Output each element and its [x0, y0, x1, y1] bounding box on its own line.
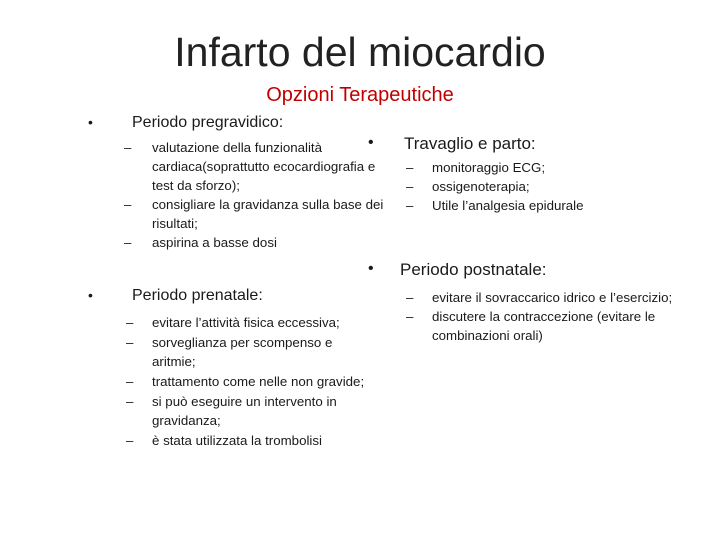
list-item	[406, 288, 700, 307]
bullet-icon: •	[368, 260, 374, 277]
dash-icon: –	[126, 433, 134, 448]
list-item-text: trattamento come nelle non gravide;	[152, 374, 365, 389]
list-item-text: discutere la contraccezione (evitare le combinazioni orali)	[432, 309, 656, 343]
dash-icon: –	[126, 374, 134, 389]
section-heading-travaglio: Travaglio e parto:	[404, 134, 536, 153]
section-pregravidico	[88, 112, 393, 252]
dash-icon: –	[406, 198, 414, 213]
dash-icon: –	[124, 197, 132, 212]
list-item	[124, 233, 393, 252]
section-prenatale	[88, 285, 378, 451]
list-postnatale	[406, 288, 700, 345]
dash-icon: –	[406, 290, 414, 305]
list-item	[126, 431, 378, 450]
section-postnatale	[368, 258, 700, 345]
list-item	[124, 195, 393, 233]
list-item	[406, 177, 700, 196]
list-item	[406, 158, 700, 177]
slide-subtitle: Opzioni Terapeutiche	[266, 84, 454, 106]
dash-icon: –	[126, 315, 134, 330]
section-heading-prenatale: Periodo prenatale:	[132, 287, 263, 304]
list-item	[126, 392, 378, 430]
dash-icon: –	[126, 335, 134, 350]
list-item	[124, 138, 393, 195]
dash-icon: –	[406, 309, 414, 324]
list-prenatale	[126, 313, 378, 450]
list-item-text: evitare l’attività fisica eccessiva;	[152, 315, 340, 330]
list-item	[406, 196, 700, 215]
list-item-text: consigliare la gravidanza sulla base dei risultati;	[152, 197, 384, 231]
dash-icon: –	[406, 160, 414, 175]
list-item	[406, 307, 700, 345]
list-item-text: si può eseguire un intervento in gravidanza;	[152, 394, 337, 428]
bullet-icon: •	[88, 287, 93, 303]
list-item-text: aspirina a basse dosi	[152, 235, 277, 250]
list-item	[126, 372, 378, 391]
dash-icon: –	[124, 235, 132, 250]
list-pregravidico	[124, 138, 393, 252]
list-item-text: è stata utilizzata la trombolisi	[152, 433, 322, 448]
dash-icon: –	[126, 394, 134, 409]
list-item	[126, 313, 378, 332]
list-item-text: sorveglianza per scompenso e aritmie;	[152, 335, 333, 369]
list-item-text: evitare il sovraccarico idrico e l’esercizio;	[432, 290, 673, 305]
bullet-icon: •	[88, 114, 93, 130]
dash-icon: –	[124, 140, 132, 155]
section-heading-postnatale: Periodo postnatale:	[400, 260, 547, 279]
list-item-text: monitoraggio ECG;	[432, 160, 546, 175]
list-item-text: valutazione della funzionalità cardiaca(soprattutto ecocardiografia e test da sforzo);	[152, 140, 376, 193]
list-item-text: ossigenoterapia;	[432, 179, 530, 194]
bullet-icon: •	[368, 134, 374, 151]
list-travaglio	[406, 158, 700, 215]
section-heading-pregravidico: Periodo pregravidico:	[132, 114, 284, 131]
slide-title: Infarto del miocardio	[174, 29, 546, 75]
list-item	[126, 333, 378, 371]
section-travaglio	[368, 132, 700, 215]
list-item-text: Utile l’analgesia epidurale	[432, 198, 584, 213]
dash-icon: –	[406, 179, 414, 194]
